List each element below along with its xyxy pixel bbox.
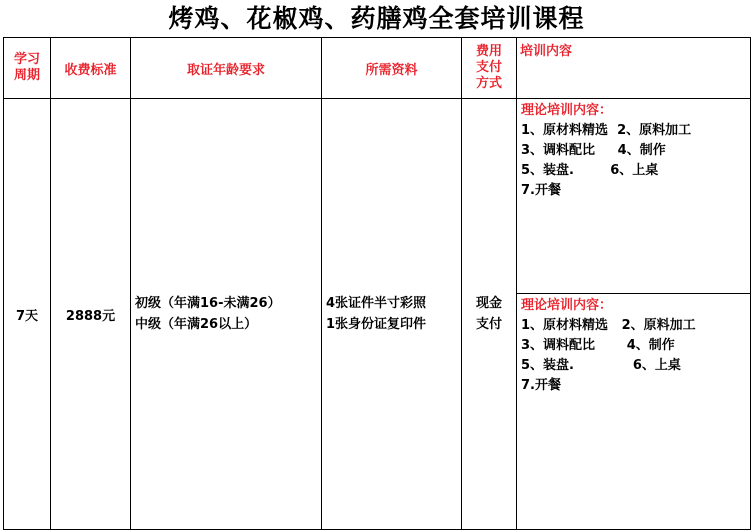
content-cell (517, 99, 751, 530)
header-payment-line3: 方式 (475, 76, 502, 91)
header-payment-line1: 费用 (475, 44, 502, 59)
period-cell: 7天 (4, 99, 51, 530)
header-period-line1: 学习 (13, 52, 40, 67)
materials-line-2: 1张身份证复印件 (326, 317, 427, 332)
fee-cell: 2888元 (51, 99, 131, 530)
content-top-line-4: 7.开餐 (521, 183, 561, 198)
header-fee: 收费标准 (51, 38, 131, 99)
header-period-line2: 周期 (13, 68, 40, 83)
header-content: 培训内容 (517, 38, 751, 99)
content-bottom-heading: 理论培训内容： (521, 298, 613, 313)
age-line-2: 中级（年满26以上） (135, 317, 258, 332)
payment-line-2: 支付 (475, 317, 502, 332)
header-row (4, 38, 751, 99)
course-row (4, 99, 751, 530)
content-top-line-1: 1、原材料精选 2、原料加工 (521, 123, 692, 138)
header-payment-line2: 支付 (475, 60, 502, 75)
header-payment (462, 38, 517, 99)
payment-line-1: 现金 (475, 296, 502, 311)
payment-cell (462, 99, 517, 530)
page-title: 烤鸡、花椒鸡、药膳鸡全套培训课程 (168, 4, 585, 33)
content-bottom-line-2: 3、调料配比 4、制作 (521, 338, 675, 353)
content-bottom-line-1: 1、原材料精选 2、原料加工 (521, 318, 696, 333)
content-bottom-panel (517, 294, 750, 529)
content-top-line-2: 3、调料配比 4、制作 (521, 143, 666, 158)
header-age: 取证年龄要求 (131, 38, 322, 99)
age-cell (131, 99, 322, 530)
content-top-heading: 理论培训内容： (521, 103, 613, 118)
header-materials: 所需资料 (322, 38, 462, 99)
content-bottom-line-4: 7.开餐 (521, 378, 561, 393)
course-table (3, 37, 751, 530)
content-top-panel (517, 99, 750, 294)
materials-line-1: 4张证件半寸彩照 (326, 296, 427, 311)
age-line-1: 初级（年满16-未满26） (135, 296, 281, 311)
content-top-line-3: 5、装盘. 6、上桌 (521, 163, 659, 178)
header-period (4, 38, 51, 99)
content-bottom-line-3: 5、装盘. 6、上桌 (521, 358, 681, 373)
materials-cell (322, 99, 462, 530)
